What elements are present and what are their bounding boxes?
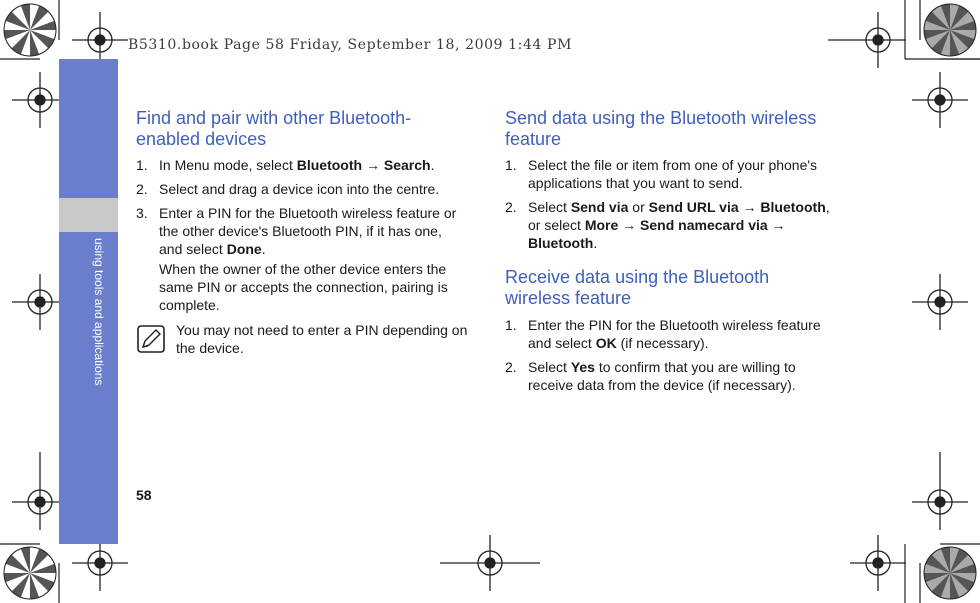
find-step-2: 2. Select and drag a device icon into the centre. [136, 181, 440, 197]
note-pencil-icon [137, 325, 165, 353]
pin-note: You may not need to enter a PIN depending on the device. [176, 322, 468, 356]
send-step-2: 2. Select Send via or Send URL via → Bluetooth, or select More → Send namecard via → Bluetooth. [505, 199, 830, 251]
find-step-1: 1. In Menu mode, select Bluetooth → Search. [136, 157, 435, 173]
chapter-label: using tools and applications [92, 238, 106, 386]
chapter-sidebar [59, 59, 118, 544]
section-title-find-pair: Find and pair with other Bluetooth- enabled devices [136, 108, 412, 149]
page-number: 58 [136, 487, 152, 503]
pairing-complete-paragraph: When the owner of the other device enters the same PIN or accepts the connection, pairing is complete. [159, 261, 448, 313]
send-step-1: 1. Select the file or item from one of your phone's applications that you want to send. [505, 157, 818, 191]
receive-step-1: 1. Enter the PIN for the Bluetooth wireless feature and select OK (if necessary). [505, 317, 821, 351]
chapter-tab [59, 198, 118, 232]
find-step-3: 3. Enter a PIN for the Bluetooth wireless feature or the other device's Bluetooth PIN, if it has one, and select Done. [136, 205, 457, 257]
book-header-line: B5310.book Page 58 Friday, September 18, 2009 1:44 PM [128, 37, 573, 53]
section-title-send-data: Send data using the Bluetooth wireless feature [505, 108, 817, 149]
section-title-receive-data: Receive data using the Bluetooth wireless feature [505, 267, 770, 308]
receive-step-2: 2. Select Yes to confirm that you are willing to receive data from the device (if necessary). [505, 359, 796, 393]
